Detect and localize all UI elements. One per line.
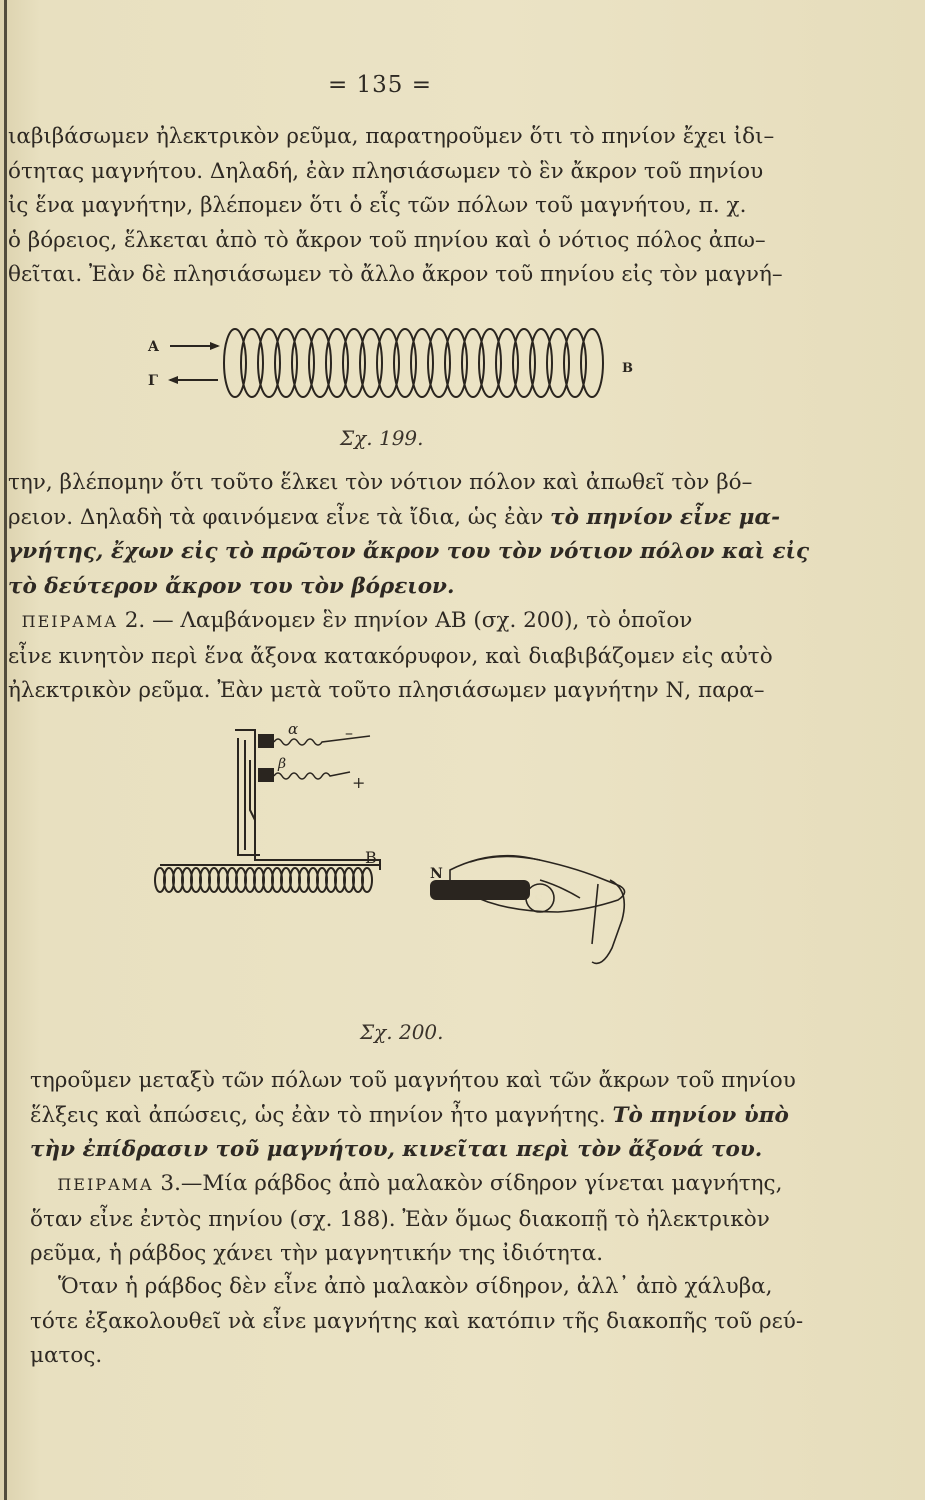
- paragraph-6: [8, 1270, 804, 1374]
- terminal-b: [258, 768, 274, 782]
- coil-loop: [462, 329, 484, 397]
- page-number: = 135 =: [327, 72, 433, 98]
- coil-loop: [547, 329, 569, 397]
- figure-199-solenoid: [140, 318, 660, 418]
- coil-loop: [326, 329, 348, 397]
- paragraph-2-line-4: τὸ δεύτερον ἄκρον του τὸν βόρειον.: [8, 573, 455, 599]
- fig200-label-S: S: [534, 893, 544, 908]
- terminal-a: [258, 734, 274, 748]
- paragraph-1: [8, 120, 798, 293]
- paragraph-3: [8, 604, 798, 709]
- coil-loop: [564, 329, 586, 397]
- coil-loop: [292, 329, 314, 397]
- paragraph-2: [8, 466, 810, 604]
- paragraph-4-line-2-bold: Τὸ πηνίον ὑπὸ: [612, 1102, 789, 1128]
- coil-loop: [445, 329, 467, 397]
- fig199-label-g: Γ: [148, 373, 158, 389]
- paragraph-4: [8, 1064, 798, 1168]
- paragraph-4-line-2: [8, 1099, 798, 1134]
- coil-loop: [411, 329, 433, 397]
- horizontal-coil: [155, 868, 372, 892]
- paragraph-3-line-1-rest: 2. — Λαμβάνομεν ἓν πηνίον ΑΒ (σχ. 200), τὸ ὁποῖον: [117, 608, 693, 633]
- paragraph-3-line-3: ἠλεκτρικὸν ρεῦμα. Ἐὰν μετὰ τοῦτο πλησιάσωμεν μαγνήτην Ν, παρα–: [8, 678, 765, 703]
- paragraph-3-line-1: [8, 604, 798, 640]
- experiment-label-3: ΠΕΙΡΑΜΑ: [57, 1175, 154, 1194]
- hand-icon: [450, 856, 625, 964]
- paragraph-5-line-2: ὅταν εἶνε ἐντὸς πηνίου (σχ. 188). Ἐὰν ὅμως διακοπῇ τὸ ἠλεκτρικὸν: [30, 1206, 770, 1232]
- arrow-a-icon: [210, 342, 220, 350]
- paragraph-6-line-2: τότε ἐξακολουθεῖ νὰ εἶνε μαγνήτης καὶ κατόπιν τῆς διακοπῆς τοῦ ρεύ-: [30, 1308, 804, 1334]
- paragraph-6-line-3: ματος.: [30, 1343, 103, 1368]
- magnet-bar: [430, 880, 530, 900]
- paragraph-1-line-5: θεῖται. Ἐὰν δὲ πλησιάσωμεν τὸ ἄλλο ἄκρον τοῦ πηνίου εἰς τὸν μαγνή–: [8, 262, 783, 287]
- fig200-label-minus: –: [345, 723, 353, 742]
- fig200-label-plus: +: [352, 773, 366, 792]
- coil-loop: [496, 329, 518, 397]
- paragraph-4-line-2-plain: ἕλξεις καὶ ἀπώσεις, ὡς ἐὰν τὸ πηνίον ἦτο μαγνήτης.: [30, 1102, 613, 1128]
- paragraph-5-line-1: [8, 1167, 798, 1203]
- fig200-label-alpha: α: [288, 720, 299, 738]
- paragraph-1-line-1: ιαβιβάσωμεν ἠλεκτρικὸν ρεῦμα, παρατηροῦμεν ὅτι τὸ πηνίον ἔχει ἰδι–: [8, 124, 775, 149]
- figure-199-caption: Σχ. 199.: [340, 426, 424, 450]
- coil-loop: [377, 329, 399, 397]
- paragraph-1-line-3: ἰς ἕνα μαγνήτην, βλέπομεν ὅτι ὁ εἷς τῶν πόλων τοῦ μαγνήτου, π. χ.: [8, 193, 747, 218]
- paragraph-6-line-1: Ὅταν ἡ ράβδος δὲν εἶνε ἀπὸ μαλακὸν σίδηρον, ἀλλ᾽ ἀπὸ χάλυβα,: [58, 1274, 773, 1299]
- experiment-label: ΠΕΙΡΑΜΑ: [21, 612, 118, 631]
- fig200-label-B: Β: [365, 848, 377, 867]
- coil-loop: [275, 329, 297, 397]
- fig200-label-beta: β: [278, 756, 287, 772]
- coil-loop: [343, 329, 365, 397]
- paragraph-2-line-1: την, βλέπομην ὅτι τοῦτο ἕλκει τὸν νότιον πόλον καὶ ἀπωθεῖ τὸν βό–: [8, 470, 753, 495]
- coil-loop: [581, 329, 603, 397]
- stand: [160, 730, 380, 870]
- fig199-label-a: Α: [148, 339, 159, 355]
- coil-loop: [428, 329, 450, 397]
- paragraph-2-line-2-plain: ρειον. Δηλαδὴ τὰ φαινόμενα εἶνε τὰ ἴδια, ὡς ἐὰν: [8, 504, 551, 530]
- coil-loop: [530, 329, 552, 397]
- coil-loop: [258, 329, 280, 397]
- figure-200-caption: Σχ. 200.: [360, 1020, 444, 1044]
- paragraph-4-line-3: τὴν ἐπίδρασιν τοῦ μαγνήτου, κινεῖται περὶ τὸν ἄξονά του.: [30, 1137, 763, 1162]
- coil-loop: [479, 329, 501, 397]
- paragraph-1-line-4: ὁ βόρειος, ἕλκεται ἀπὸ τὸ ἄκρον τοῦ πηνίου καὶ ὁ νότιος πόλος ἀπω–: [8, 227, 766, 253]
- paragraph-2-line-3: γνήτης, ἔχων εἰς τὸ πρῶτον ἄκρον του τὸν νότιον πόλον καὶ εἰς: [8, 539, 810, 564]
- paragraph-1-line-2: ότητας μαγνήτου. Δηλαδή, ἐὰν πλησιάσωμεν τὸ ἓν ἄκρον τοῦ πηνίου: [8, 158, 764, 184]
- paragraph-5-line-3: ρεῦμα, ἡ ράβδος χάνει τὴν μαγνητικήν της ἰδιότητα.: [30, 1241, 604, 1266]
- paragraph-5-line-1-rest: 3.—Μία ράβδος ἀπὸ μαλακὸν σίδηρον γίνεται μαγνήτης,: [153, 1171, 783, 1196]
- paragraph-2-line-2-bold: τὸ πηνίον εἶνε μα-: [550, 504, 781, 530]
- coil-loop: [394, 329, 416, 397]
- coil-loop: [224, 329, 246, 397]
- arrow-g-icon: [168, 376, 178, 384]
- page-binding-edge: [4, 0, 7, 1500]
- paragraph-2-line-2: [8, 501, 798, 536]
- fig199-label-b: Β: [622, 361, 633, 376]
- paragraph-5: [8, 1167, 798, 1272]
- fig200-label-N: N: [430, 866, 443, 882]
- paragraph-4-line-1: τηροῦμεν μεταξὺ τῶν πόλων τοῦ μαγνήτου καὶ τῶν ἄκρων τοῦ πηνίου: [30, 1068, 796, 1093]
- paragraph-3-line-2: εἶνε κινητὸν περὶ ἕνα ἄξονα κατακόρυφον, καὶ διαβιβάζομεν εἰς αὐτὸ: [8, 643, 773, 669]
- coil-loop: [241, 329, 263, 397]
- figure-200-apparatus: [140, 720, 660, 980]
- coil-loop: [513, 329, 535, 397]
- coil-loop: [309, 329, 331, 397]
- coil-loop: [360, 329, 382, 397]
- coil-loops: [224, 329, 603, 397]
